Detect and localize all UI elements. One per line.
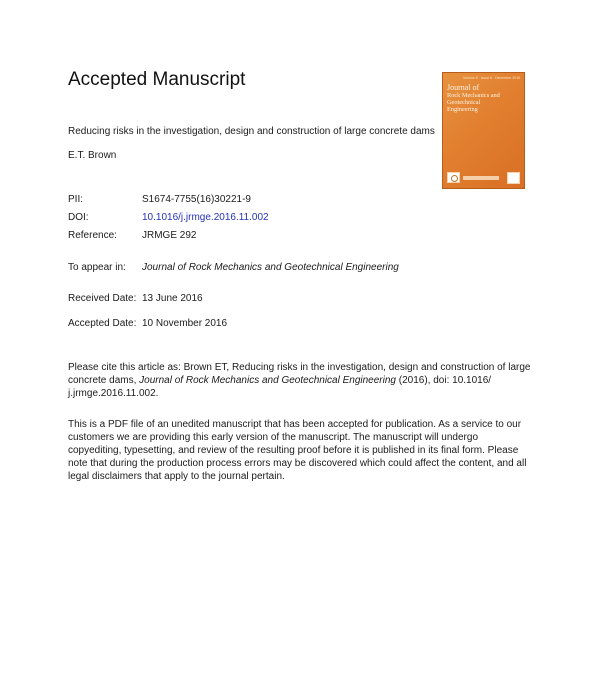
cover-journal-title <box>447 84 524 113</box>
journal-cover-image <box>442 72 525 189</box>
cover-title-line-2: Rock Mechanics and <box>447 92 500 99</box>
accepted-date-value: 10 November 2016 <box>142 318 228 329</box>
article-author: E.T. Brown <box>68 150 117 161</box>
doi-link[interactable]: 10.1016/j.jrmge.2016.11.002 <box>142 212 269 223</box>
article-title: Reducing risks in the investigation, design and construction of large concrete dams <box>68 126 435 137</box>
citation-paragraph <box>68 361 534 400</box>
page-title: Accepted Manuscript <box>68 69 246 90</box>
pii-label: PII: <box>68 194 84 205</box>
appear-in-label: To appear in: <box>68 262 126 273</box>
disclaimer-paragraph: This is a PDF file of an unedited manuscript that has been accepted for publication. As a service to our customers we are providing this early version of the manuscript. The manuscript will undergo copyediting, typesetting, and review of the resulting proof before it is published in its final form. Please note that during the production process errors may be discovered which could affect the content, and all legal disclaimers that apply to the journal pertain. <box>68 419 527 482</box>
cover-topline: Volume 8 · Issue 6 · December 2016 <box>462 76 520 80</box>
accepted-date-label: Accepted Date: <box>68 318 137 329</box>
citation-suffix: (2016), doi: 10.1016/ j.jrmge.2016.11.002. <box>68 375 492 399</box>
reference-value: JRMGE 292 <box>142 230 197 241</box>
cover-title-line-3: Geotechnical <box>447 99 481 106</box>
reference-label: Reference: <box>68 230 117 241</box>
received-date-label: Received Date: <box>68 293 137 304</box>
pii-value: S1674-7755(16)30221-9 <box>142 194 251 205</box>
cover-title-line-1: Journal of <box>447 83 480 92</box>
appear-in-journal: Journal of Rock Mechanics and Geotechnical Engineering <box>142 262 399 273</box>
cover-title-line-4: Engineering <box>447 106 478 113</box>
doi-label: DOI: <box>68 212 89 223</box>
received-date-value: 13 June 2016 <box>142 293 203 304</box>
citation-journal: Journal of Rock Mechanics and Geotechnical Engineering <box>139 375 396 386</box>
cover-footer-strip <box>463 176 499 180</box>
society-logo-icon <box>507 172 520 184</box>
publisher-logo-icon <box>447 172 460 183</box>
citation-prefix: Please cite this article as: Brown ET, Reducing risks in the investigation, design and construction of large concrete dams, <box>68 362 531 386</box>
